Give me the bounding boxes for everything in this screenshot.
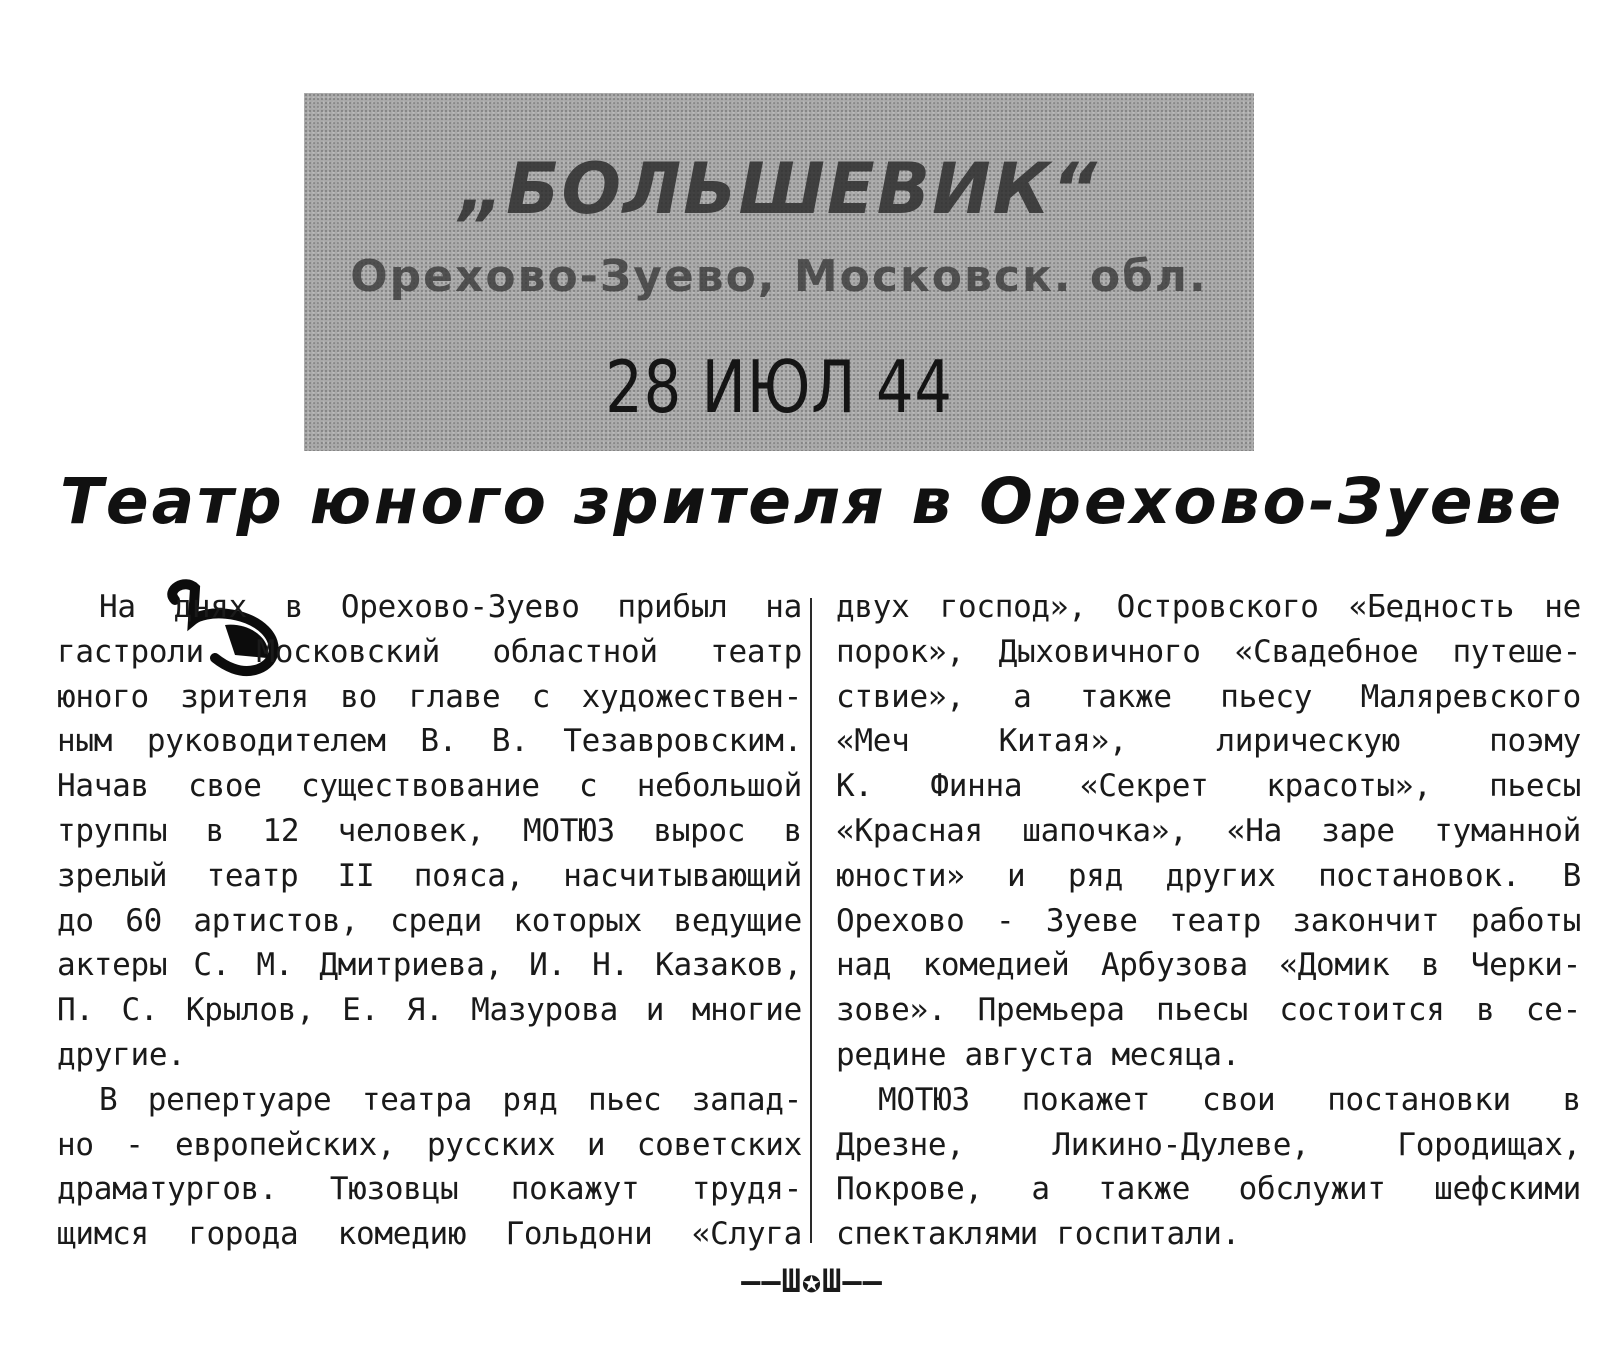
article-column-right — [836, 585, 1581, 1257]
text-line: МОТЮЗ покажет свои постановки в — [878, 1081, 1581, 1118]
text-line: ным руководителем В. В. Тезавровским. — [57, 723, 802, 760]
text-line: Дрезне, Ликино-Дулеве, Городищах, — [836, 1126, 1581, 1163]
stamp-place: Орехово-Зуево, Московск. обл. — [350, 251, 1208, 302]
stamp-date: 28 ИЮЛ 44 — [605, 345, 953, 429]
text-line: ствие», а также пьесу Маляревского — [836, 678, 1581, 715]
text-line: щимся города комедию Гольдони «Слуга — [57, 1216, 802, 1253]
column-divider — [810, 598, 812, 1243]
text-line: другие. — [57, 1036, 186, 1073]
text-line: «Красная шапочка», «На заре туманной — [836, 812, 1581, 849]
text-line: «Меч Китая», лирическую поэму — [836, 723, 1581, 760]
text-line: порок», Дыховичного «Свадебное путеше- — [836, 633, 1581, 670]
text-line: зрелый театр II пояса, насчитывающий — [57, 857, 802, 894]
text-line: юного зрителя во главе с художествен- — [57, 678, 802, 715]
article-headline: Театр юного зрителя в Орехово-Зуеве — [59, 465, 1565, 538]
text-line: гастроли Московский областной театр — [57, 633, 802, 670]
text-line: К. Финна «Секрет красоты», пьесы — [836, 768, 1581, 805]
text-line: В репертуаре театра ряд пьес запад- — [99, 1081, 802, 1118]
text-line: актеры С. М. Дмитриева, И. Н. Казаков, — [57, 947, 802, 984]
text-line: П. С. Крылов, Е. Я. Мазурова и многие — [57, 992, 802, 1029]
text-line: но - европейских, русских и советских — [57, 1126, 802, 1163]
stamp-newspaper-name: „БОЛЬШЕВИК“ — [459, 148, 1099, 230]
text-line: до 60 артистов, среди которых ведущие — [57, 902, 802, 939]
text-line: редине августа месяца. — [836, 1036, 1240, 1073]
library-stamp — [304, 93, 1254, 451]
text-line: двух господ», Островского «Бедность не — [836, 589, 1581, 625]
text-line: На днях в Орехово-Зуево прибыл на — [99, 589, 802, 625]
article-column-left — [57, 585, 802, 1257]
text-line: труппы в 12 человек, МОТЮЗ вырос в — [57, 812, 802, 849]
text-line: спектаклями госпитали. — [836, 1216, 1240, 1253]
text-line: зове». Премьера пьесы состоится в се- — [836, 992, 1581, 1029]
text-line: Начав свое существование с небольшой — [57, 768, 802, 805]
text-line: драматургов. Тюзовцы покажут трудя- — [57, 1171, 802, 1208]
text-line: Орехово - Зуеве театр закончит работы — [836, 902, 1581, 939]
text-line: над комедией Арбузова «Домик в Черки- — [836, 947, 1581, 984]
end-ornament: ——Ш✪Ш—— — [741, 1262, 883, 1300]
text-line: юности» и ряд других постановок. В — [836, 857, 1581, 894]
text-line: Покрове, а также обслужит шефскими — [836, 1171, 1581, 1208]
